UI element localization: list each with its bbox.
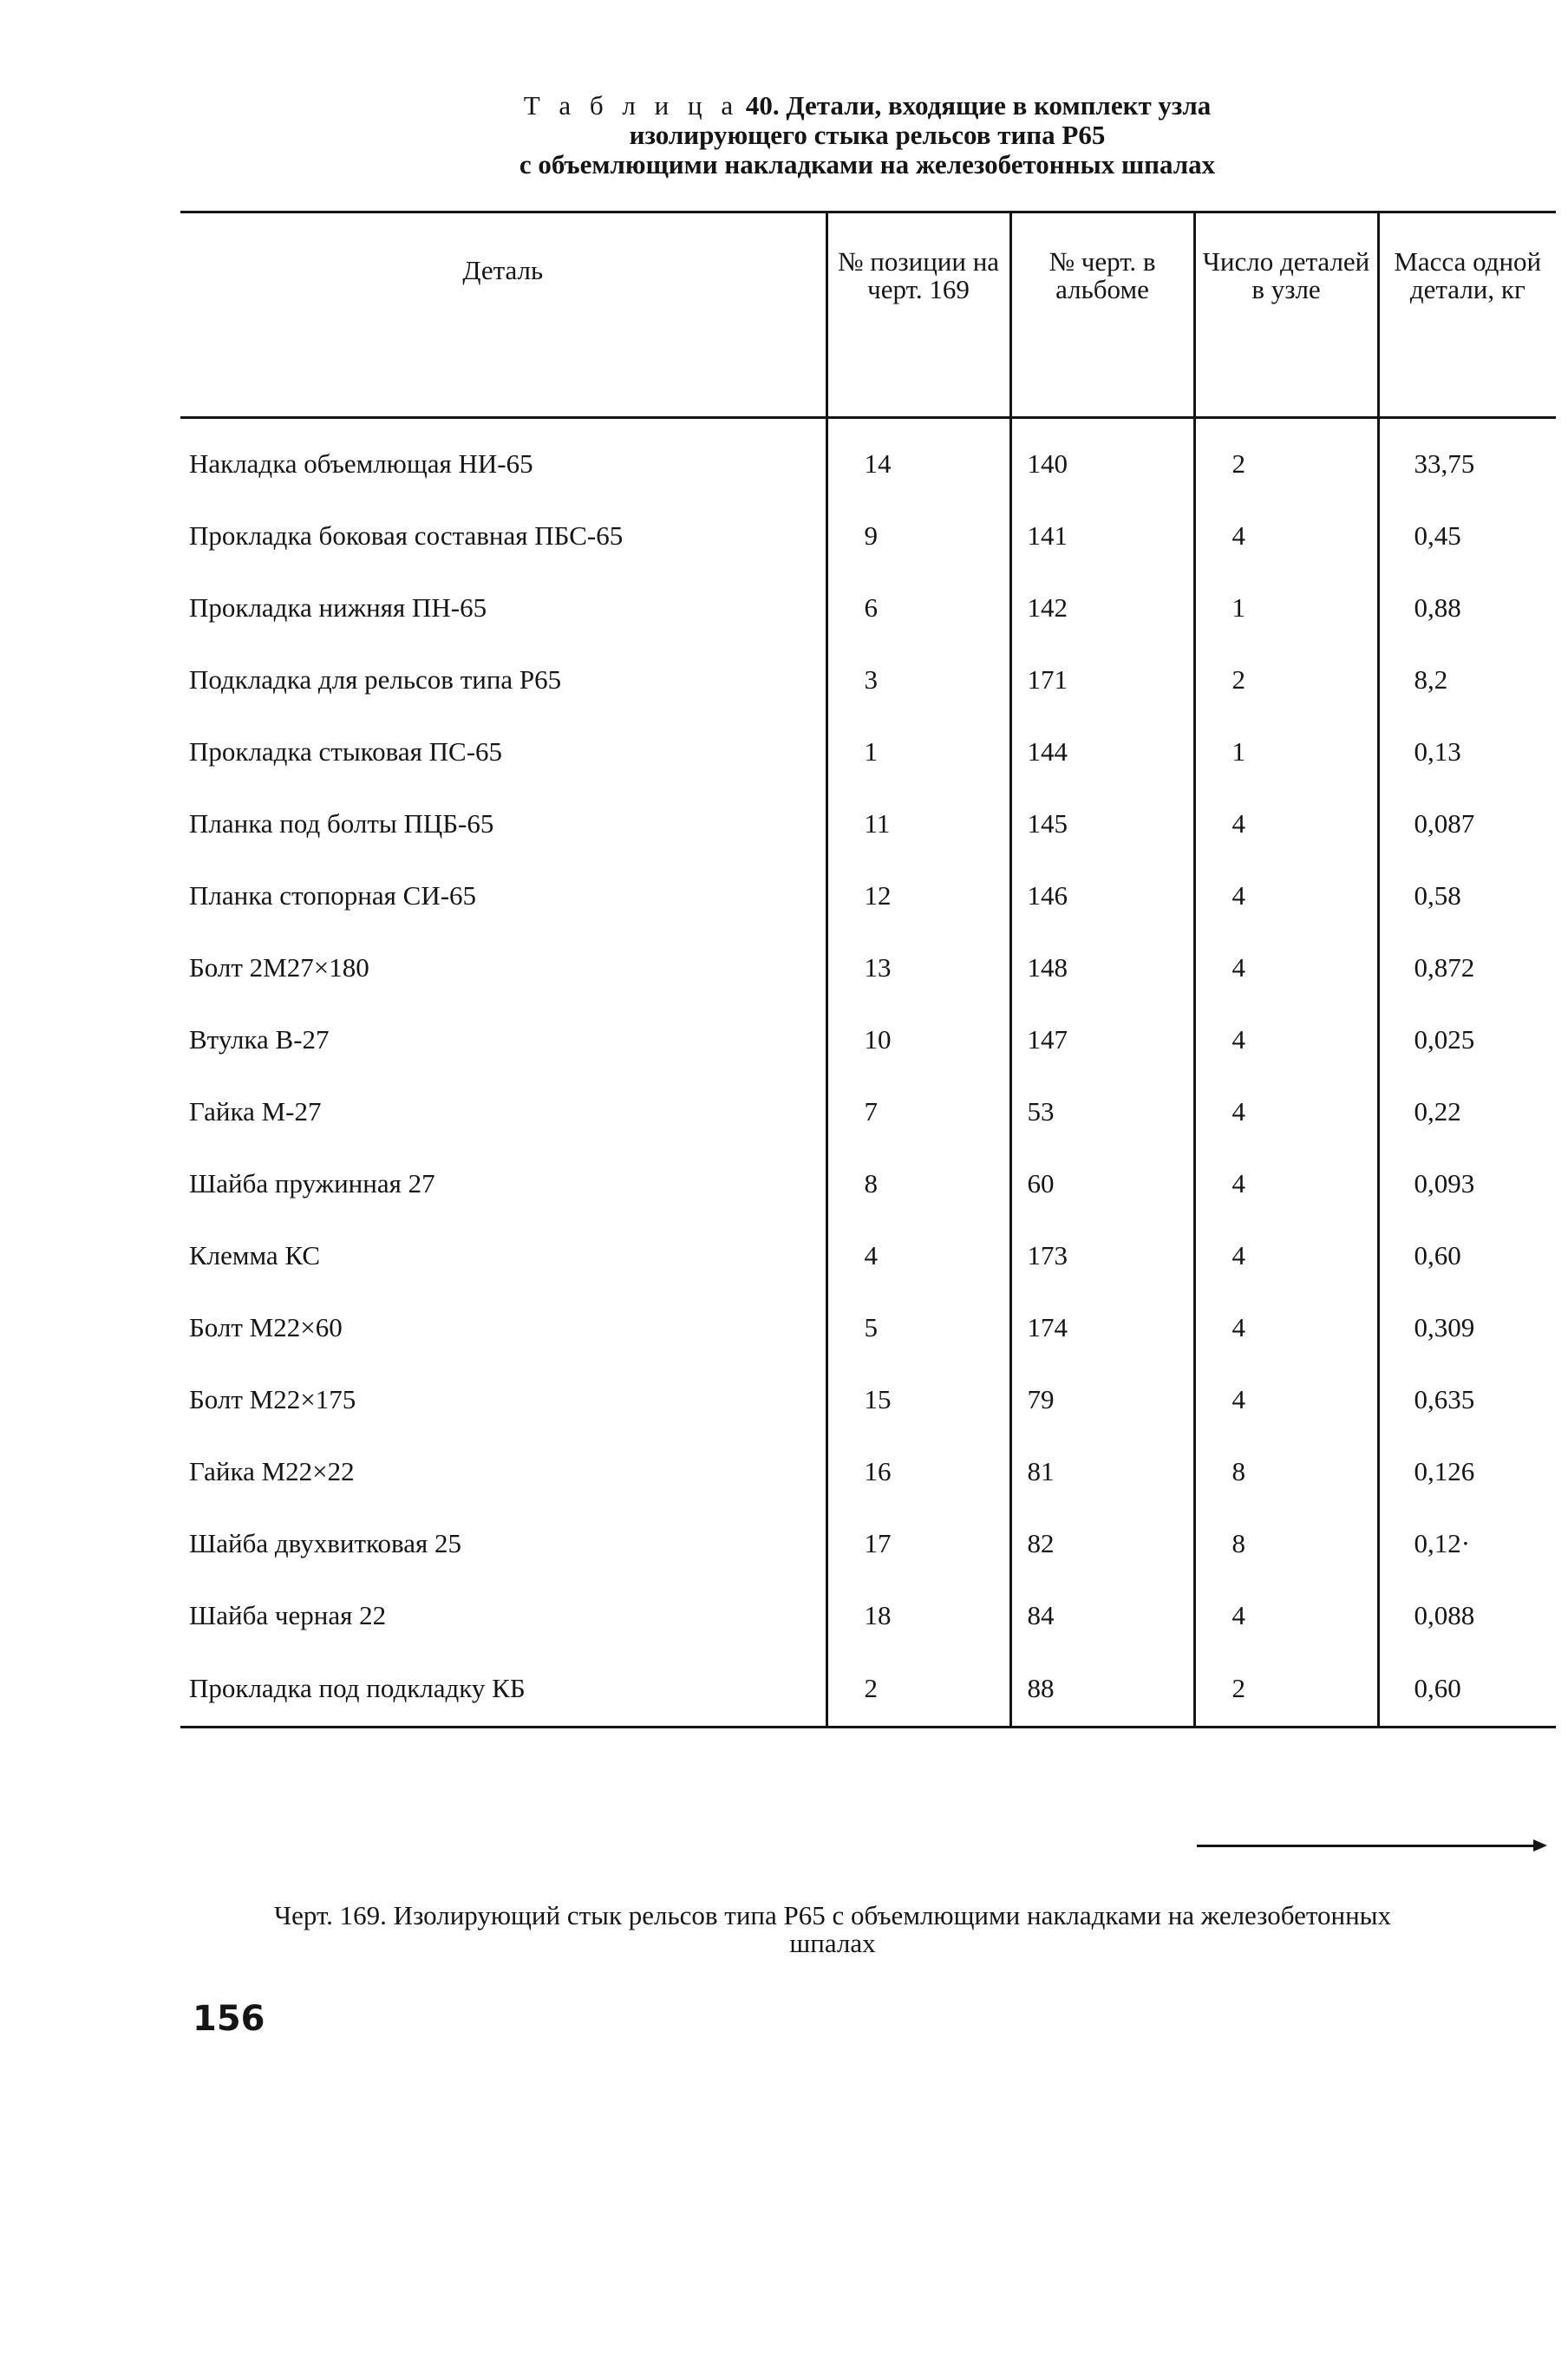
cell-mass: 0,12· [1378,1507,1556,1579]
cell-drawing: 60 [1010,1147,1194,1219]
header-count: Число деталей в узле [1194,212,1378,418]
cell-drawing: 174 [1010,1291,1194,1363]
cell-drawing: 142 [1010,572,1194,643]
cell-detail: Планка стопорная СИ-65 [189,879,477,911]
cell-detail: Гайка М-27 [189,1095,322,1127]
cell-mass: 0,126 [1378,1435,1556,1507]
cell-count: 4 [1194,1291,1378,1363]
cell-mass: 0,13 [1378,715,1556,787]
cell-mass: 0,88 [1378,572,1556,643]
page-number: 156 [193,1999,265,2039]
cell-count: 4 [1194,1363,1378,1435]
header-drawing: № черт. в альбоме [1010,212,1194,418]
table-row [180,1579,1556,1651]
cell-count: 4 [1194,1579,1378,1651]
cell-count: 4 [1194,1219,1378,1291]
cell-position: 9 [826,500,1010,572]
arrow-head-icon [1533,1839,1547,1852]
cell-drawing: 53 [1010,1075,1194,1147]
caption-label: Т а б л и ц а [523,90,740,121]
table-row [180,1147,1556,1219]
cell-mass: 0,60 [1378,1651,1556,1728]
cell-mass: 0,58 [1378,859,1556,931]
cell-position: 4 [826,1219,1010,1291]
cell-position: 5 [826,1291,1010,1363]
table-row [180,931,1556,1003]
caption-title-line-2: изолирующего стыка рельсов типа Р65 [629,120,1106,150]
cell-detail: Болт 2М27×180 [189,951,369,983]
cell-detail: Втулка В-27 [189,1023,330,1055]
figure-caption-line-2: шпалах [789,1928,876,1958]
parts-table-body [180,418,1556,1728]
cell-position: 6 [826,572,1010,643]
cell-count: 2 [1194,418,1378,500]
cell-mass: 0,093 [1378,1147,1556,1219]
cell-count: 4 [1194,787,1378,859]
table-row [180,1003,1556,1075]
cell-count: 4 [1194,859,1378,931]
cell-drawing: 147 [1010,1003,1194,1075]
cell-detail: Болт М22×60 [189,1311,343,1342]
cell-mass: 0,22 [1378,1075,1556,1147]
table-row [180,1507,1556,1579]
table-caption [173,91,1561,180]
cell-detail: Гайка М22×22 [189,1455,355,1486]
cell-position: 11 [826,787,1010,859]
cell-detail: Прокладка боковая составная ПБС-65 [189,519,624,551]
cell-drawing: 88 [1010,1651,1194,1728]
figure-caption [182,1902,1483,1957]
cell-position: 14 [826,418,1010,500]
table-row [180,1363,1556,1435]
cell-drawing: 171 [1010,643,1194,715]
cell-detail: Прокладка под подкладку КБ [180,1651,826,1728]
cell-drawing: 140 [1010,418,1194,500]
cell-drawing: 144 [1010,715,1194,787]
cell-count: 1 [1194,572,1378,643]
cell-drawing: 173 [1010,1219,1194,1291]
cell-mass: 33,75 [1378,418,1556,500]
cell-count: 2 [1194,1651,1378,1728]
table-row [180,1219,1556,1291]
cell-mass: 0,635 [1378,1363,1556,1435]
cell-position: 8 [826,1147,1010,1219]
parts-table-header [180,212,1556,418]
header-mass: Масса одной детали, кг [1378,212,1556,418]
header-position: № позиции на черт. 169 [826,212,1010,418]
table-row [180,1435,1556,1507]
cell-position: 17 [826,1507,1010,1579]
cell-drawing: 81 [1010,1435,1194,1507]
cell-count: 1 [1194,715,1378,787]
table-row [180,1651,1556,1728]
cell-position: 10 [826,1003,1010,1075]
table-row [180,572,1556,643]
cell-detail: Подкладка для рельсов типа Р65 [189,663,562,695]
cell-drawing: 146 [1010,859,1194,931]
cell-position: 1 [826,715,1010,787]
cell-position: 13 [826,931,1010,1003]
cell-mass: 0,45 [1378,500,1556,572]
table-row [180,787,1556,859]
cell-drawing: 145 [1010,787,1194,859]
caption-line-1 [173,91,1561,121]
cell-count: 8 [1194,1435,1378,1507]
cell-detail: Шайба двухвитковая 25 [189,1527,462,1558]
cell-detail: Накладка объемлющая НИ-65 [189,447,533,479]
table-row [180,1075,1556,1147]
cell-mass: 0,088 [1378,1579,1556,1651]
header-row [180,212,1556,418]
cell-position: 18 [826,1579,1010,1651]
table-row [180,418,1556,500]
cell-drawing: 79 [1010,1363,1194,1435]
cell-detail: Прокладка стыковая ПС-65 [189,735,503,767]
cell-drawing: 141 [1010,500,1194,572]
cell-position: 2 [826,1651,1010,1728]
table-row [180,859,1556,931]
cell-count: 4 [1194,500,1378,572]
cell-count: 8 [1194,1507,1378,1579]
cell-detail: Планка под болты ПЦБ-65 [189,807,494,839]
cell-mass: 0,309 [1378,1291,1556,1363]
cell-count: 4 [1194,1147,1378,1219]
cell-mass: 8,2 [1378,643,1556,715]
cell-mass: 0,60 [1378,1219,1556,1291]
header-detail: Деталь [180,212,826,418]
cell-detail: Клемма КС [189,1239,321,1270]
cell-drawing: 84 [1010,1579,1194,1651]
table-row [180,500,1556,572]
caption-title-line-1: 40. Детали, входящие в комплект узла [745,90,1212,121]
cell-detail: Шайба пружинная 27 [189,1167,435,1199]
parts-table [180,211,1556,1728]
table-row [180,715,1556,787]
cell-position: 7 [826,1075,1010,1147]
cell-detail: Болт М22×175 [189,1383,356,1414]
cell-position: 12 [826,859,1010,931]
table-row [180,1291,1556,1363]
cell-count: 4 [1194,931,1378,1003]
cell-detail: Прокладка нижняя ПН-65 [189,591,487,623]
caption-title-line-3: с объемлющими накладками на железобетонных шпалах [519,149,1216,180]
cell-mass: 0,025 [1378,1003,1556,1075]
figure-arrow-line [1197,1845,1537,1847]
cell-drawing: 82 [1010,1507,1194,1579]
cell-count: 2 [1194,643,1378,715]
cell-position: 15 [826,1363,1010,1435]
cell-drawing: 148 [1010,931,1194,1003]
cell-detail: Шайба черная 22 [189,1599,387,1630]
table-row [180,643,1556,715]
cell-mass: 0,087 [1378,787,1556,859]
cell-position: 16 [826,1435,1010,1507]
cell-count: 4 [1194,1075,1378,1147]
cell-count: 4 [1194,1003,1378,1075]
cell-position: 3 [826,643,1010,715]
figure-caption-line-1: Черт. 169. Изолирующий стык рельсов типа Р65 с объемлющими накладками на железобетонных [273,1900,1392,1930]
cell-mass: 0,872 [1378,931,1556,1003]
